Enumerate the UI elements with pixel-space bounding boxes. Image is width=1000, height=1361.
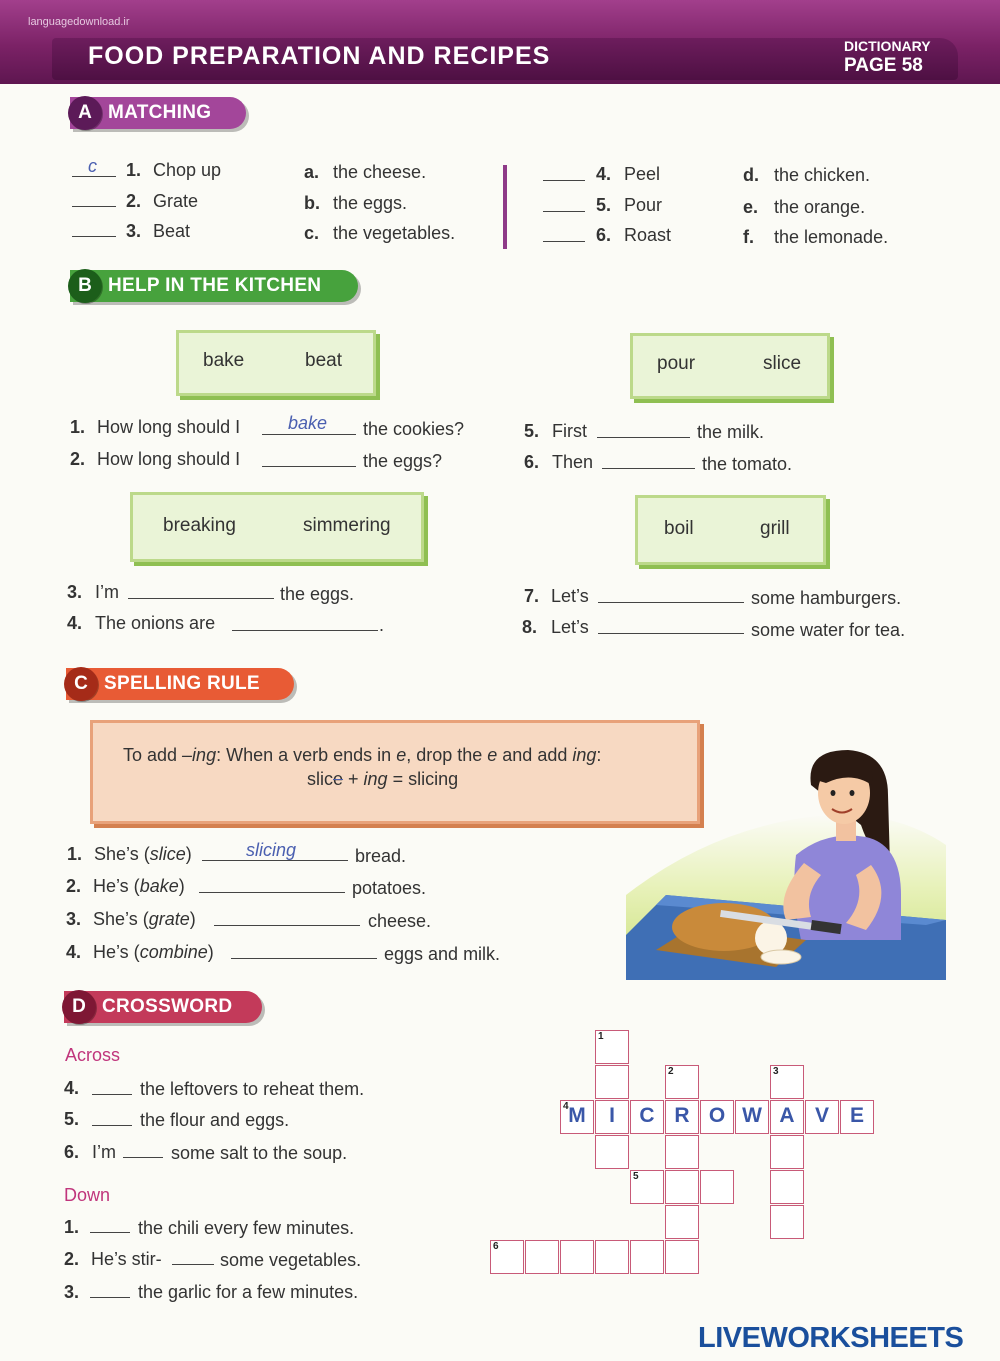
section-b-title: HELP IN THE KITCHEN xyxy=(108,275,322,296)
spelling-sentence-3: She’s (grate) xyxy=(93,909,196,929)
across-clue-6-end: some salt to the soup. xyxy=(171,1143,348,1163)
spelling-num-1: 1. xyxy=(67,844,83,864)
match-verb-1: Chop up xyxy=(153,160,222,180)
word-box-3 xyxy=(130,492,424,562)
kitchen-post-3: the eggs. xyxy=(280,584,355,604)
kitchen-post-4: . xyxy=(379,615,385,635)
match-blank-4[interactable] xyxy=(543,180,585,181)
crossword-clue-number: 4 xyxy=(563,1101,569,1112)
match-option-letter-d: d. xyxy=(743,165,759,185)
across-blank-5[interactable] xyxy=(92,1125,132,1126)
liveworksheets-logo: LIVEWORKSHEETS xyxy=(698,1322,964,1354)
word-box-4-word-2: grill xyxy=(760,518,790,539)
crossword-cell[interactable] xyxy=(665,1135,699,1169)
spelling-post-2: potatoes. xyxy=(352,878,427,898)
crossword-cell[interactable] xyxy=(770,1135,804,1169)
down-clue-3: the garlic for a few minutes. xyxy=(138,1282,359,1302)
word-box-2-word-2: slice xyxy=(763,353,802,374)
section-b-letter: B xyxy=(68,269,102,303)
kitchen-num-5: 5. xyxy=(524,421,540,441)
match-verb-4: Peel xyxy=(624,164,661,184)
word-box-4 xyxy=(635,495,826,565)
crossword-clue-number: 5 xyxy=(633,1171,639,1182)
word-box-1 xyxy=(176,330,376,396)
crossword-letter[interactable]: C xyxy=(639,1104,655,1127)
spelling-num-2: 2. xyxy=(66,876,82,896)
kitchen-blank-8[interactable] xyxy=(598,633,744,634)
down-num-2: 2. xyxy=(64,1249,80,1269)
spelling-answer-1[interactable]: slicing xyxy=(246,840,297,860)
kitchen-num-4: 4. xyxy=(67,613,83,633)
match-num-2: 2. xyxy=(126,191,142,211)
crossword-letter[interactable]: I xyxy=(609,1104,615,1127)
kitchen-num-3: 3. xyxy=(67,582,83,602)
spelling-post-1: bread. xyxy=(355,846,407,866)
match-option-letter-c: c. xyxy=(304,223,320,243)
down-blank-1[interactable] xyxy=(90,1232,130,1233)
section-a-header xyxy=(70,97,246,129)
word-box-1-word-2: beat xyxy=(305,350,342,371)
section-c-title: SPELLING RULE xyxy=(104,673,260,694)
match-num-3: 3. xyxy=(126,221,142,241)
kitchen-blank-2[interactable] xyxy=(262,466,356,467)
down-clue-1: the chili every few minutes. xyxy=(138,1218,355,1238)
spelling-num-3: 3. xyxy=(66,909,82,929)
down-num-3: 3. xyxy=(64,1282,80,1302)
across-clue-6-start: I’m xyxy=(92,1142,116,1162)
down-heading: Down xyxy=(64,1185,111,1205)
match-verb-2: Grate xyxy=(153,191,199,211)
word-box-2 xyxy=(630,333,830,399)
crossword-letter[interactable]: W xyxy=(742,1104,762,1127)
section-a-letter: A xyxy=(68,96,102,130)
crossword-clue-number: 1 xyxy=(598,1031,604,1042)
match-blank-5[interactable] xyxy=(543,211,585,212)
across-clue-5: the flour and eggs. xyxy=(140,1110,290,1130)
kitchen-pre-4: The onions are xyxy=(95,613,216,633)
dictionary-label: DICTIONARY xyxy=(844,38,931,54)
match-answer-1[interactable]: c xyxy=(88,156,97,176)
crossword-clue-number: 3 xyxy=(773,1066,779,1077)
section-b-header xyxy=(70,270,358,302)
spelling-num-4: 4. xyxy=(66,942,82,962)
crossword-cell[interactable] xyxy=(595,1135,629,1169)
kitchen-post-8: some water for tea. xyxy=(751,620,906,640)
spelling-rule-text: To add –ing: When a verb ends in e, drop the e and add ing: xyxy=(123,745,602,765)
spelling-rule-box xyxy=(90,720,700,824)
match-num-4: 4. xyxy=(596,164,612,184)
spelling-rule-example: slice + ing = slicing xyxy=(307,769,459,789)
kitchen-num-7: 7. xyxy=(524,586,540,606)
match-num-5: 5. xyxy=(596,195,612,215)
down-clue-2-end: some vegetables. xyxy=(220,1250,362,1270)
kitchen-blank-1[interactable] xyxy=(262,434,356,435)
kitchen-blank-3[interactable] xyxy=(128,598,274,599)
match-option-d: the chicken. xyxy=(774,165,871,185)
match-num-6: 6. xyxy=(596,225,612,245)
page-title: FOOD PREPARATION AND RECIPES xyxy=(88,42,551,70)
crossword-letter[interactable]: M xyxy=(568,1104,586,1127)
section-c-letter: C xyxy=(64,667,98,701)
kitchen-blank-4[interactable] xyxy=(232,630,378,631)
match-num-1: 1. xyxy=(126,160,142,180)
kitchen-post-2: the eggs? xyxy=(363,451,443,471)
crossword-cell[interactable] xyxy=(770,1205,804,1239)
kitchen-num-6: 6. xyxy=(524,452,540,472)
word-box-1-word-1: bake xyxy=(203,350,245,371)
crossword-clue-number: 6 xyxy=(493,1241,499,1252)
crossword-cell[interactable] xyxy=(665,1205,699,1239)
across-clue-4: the leftovers to reheat them. xyxy=(140,1079,365,1099)
match-verb-6: Roast xyxy=(624,225,672,245)
kitchen-answer-1[interactable]: bake xyxy=(288,413,328,433)
matching-divider xyxy=(503,165,507,249)
across-blank-4[interactable] xyxy=(92,1094,132,1095)
across-num-6: 6. xyxy=(64,1142,80,1162)
across-num-4: 4. xyxy=(64,1078,80,1098)
girl-slicing-bread-illustration xyxy=(626,745,946,980)
word-box-4-word-1: boil xyxy=(664,518,694,539)
kitchen-pre-8: Let’s xyxy=(551,617,589,637)
kitchen-blank-7[interactable] xyxy=(598,602,744,603)
kitchen-blank-5[interactable] xyxy=(597,437,690,438)
kitchen-num-2: 2. xyxy=(70,449,86,469)
spelling-sentence-1: She’s (slice) xyxy=(94,844,192,864)
crossword-letter[interactable]: V xyxy=(814,1104,829,1127)
watermark: languagedownload.ir xyxy=(28,16,130,28)
word-box-3-word-1: breaking xyxy=(163,515,236,536)
match-option-letter-a: a. xyxy=(304,162,320,182)
spelling-blank-4[interactable] xyxy=(231,958,377,959)
across-num-5: 5. xyxy=(64,1109,80,1129)
match-option-a: the cheese. xyxy=(333,162,427,182)
down-blank-3[interactable] xyxy=(90,1297,130,1298)
dictionary-page: PAGE 58 xyxy=(844,55,923,76)
crossword-letter[interactable]: E xyxy=(849,1104,864,1127)
crossword-cell[interactable] xyxy=(525,1240,559,1274)
word-box-2-word-1: pour xyxy=(657,353,696,374)
match-option-letter-f: f. xyxy=(743,227,754,247)
kitchen-post-5: the milk. xyxy=(697,422,765,442)
match-option-e: the orange. xyxy=(774,197,866,217)
crossword-cell[interactable] xyxy=(665,1170,699,1204)
crossword-cell[interactable] xyxy=(595,1240,629,1274)
match-option-f: the lemonade. xyxy=(774,227,889,247)
crossword-cell[interactable] xyxy=(630,1240,664,1274)
kitchen-num-8: 8. xyxy=(522,617,538,637)
kitchen-blank-6[interactable] xyxy=(602,468,695,469)
match-blank-3[interactable] xyxy=(72,236,116,237)
kitchen-post-7: some hamburgers. xyxy=(751,588,902,608)
crossword-cell[interactable] xyxy=(700,1170,734,1204)
spelling-blank-2[interactable] xyxy=(199,892,345,893)
match-option-letter-e: e. xyxy=(743,197,759,217)
kitchen-pre-2: How long should I xyxy=(97,449,241,469)
kitchen-pre-7: Let’s xyxy=(551,586,589,606)
kitchen-pre-6: Then xyxy=(552,452,594,472)
crossword-cell[interactable] xyxy=(665,1240,699,1274)
match-blank-6[interactable] xyxy=(543,241,585,242)
match-option-b: the eggs. xyxy=(333,193,408,213)
crossword-letter[interactable]: A xyxy=(779,1104,795,1127)
crossword-cell[interactable] xyxy=(595,1065,629,1099)
crossword-letter[interactable]: O xyxy=(708,1104,726,1127)
kitchen-pre-3: I’m xyxy=(95,582,119,602)
crossword-letter[interactable]: R xyxy=(674,1104,690,1127)
kitchen-post-1: the cookies? xyxy=(363,419,465,439)
across-heading: Across xyxy=(65,1045,121,1065)
spelling-post-4: eggs and milk. xyxy=(384,944,501,964)
section-d-title: CROSSWORD xyxy=(102,996,233,1017)
down-clue-2-start: He’s stir- xyxy=(91,1249,162,1269)
section-d-header xyxy=(64,991,262,1023)
section-d-letter: D xyxy=(62,990,96,1024)
section-a-title: MATCHING xyxy=(108,102,212,123)
crossword-cell[interactable] xyxy=(770,1170,804,1204)
crossword-cell[interactable] xyxy=(560,1240,594,1274)
kitchen-num-1: 1. xyxy=(70,417,86,437)
spelling-blank-3[interactable] xyxy=(214,925,360,926)
spelling-sentence-4: He’s (combine) xyxy=(93,942,214,962)
match-option-c: the vegetables. xyxy=(333,223,456,243)
match-verb-5: Pour xyxy=(624,195,663,215)
spelling-sentence-2: He’s (bake) xyxy=(93,876,185,896)
kitchen-pre-5: First xyxy=(552,421,587,441)
spelling-post-3: cheese. xyxy=(368,911,432,931)
across-blank-6[interactable] xyxy=(123,1157,163,1158)
match-blank-2[interactable] xyxy=(72,206,116,207)
down-blank-2[interactable] xyxy=(172,1264,214,1265)
match-verb-3: Beat xyxy=(153,221,191,241)
crossword-clue-number: 2 xyxy=(668,1066,674,1077)
section-c-header xyxy=(66,668,294,700)
word-box-3-word-2: simmering xyxy=(303,515,391,536)
down-num-1: 1. xyxy=(64,1217,80,1237)
kitchen-pre-1: How long should I xyxy=(97,417,241,437)
kitchen-post-6: the tomato. xyxy=(702,454,793,474)
match-option-letter-b: b. xyxy=(304,193,320,213)
